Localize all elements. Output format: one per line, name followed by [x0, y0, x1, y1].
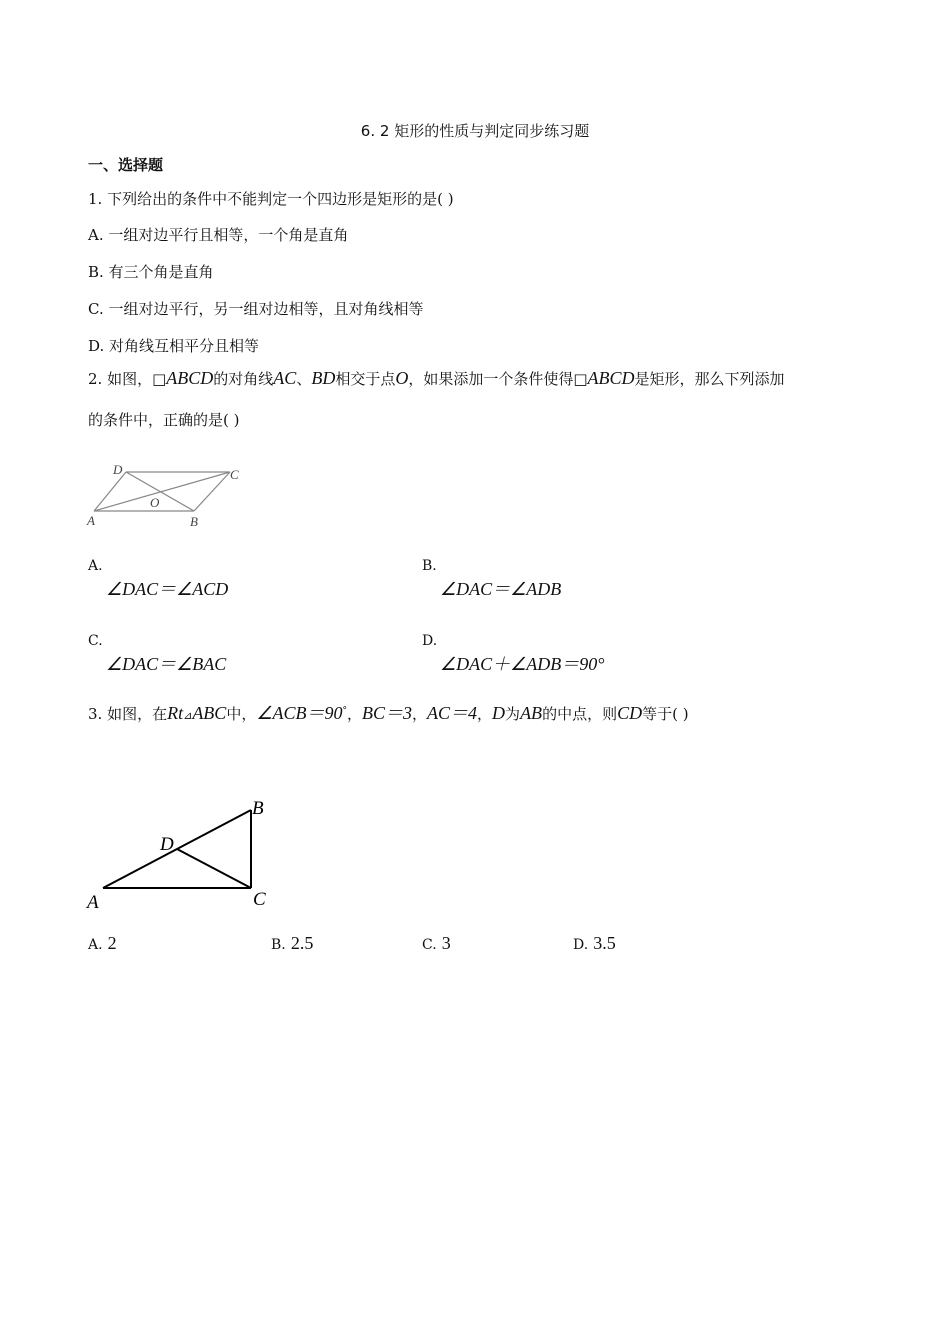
side-da: [94, 472, 126, 511]
q1-option-a: A. 一组对边平行且相等，一个角是直角: [88, 226, 349, 244]
triangle-symbol: ⊿: [183, 709, 193, 722]
q1-option-d: D. 对角线互相平分且相等: [88, 337, 260, 355]
q2-sep: 、: [296, 370, 312, 388]
option-value: 2.5: [290, 933, 314, 953]
q2-text-diag: 的对角线: [213, 370, 274, 388]
option-value: 3.5: [593, 933, 616, 953]
q2-option-c: [88, 630, 226, 676]
vertex-label-b: B: [190, 514, 198, 529]
q2-stem-line2: 的条件中，正确的是( ): [88, 411, 240, 429]
q3-option-c: [422, 933, 451, 954]
side-bc: [194, 472, 230, 511]
q3-prefix: 3. 如图，在: [88, 705, 168, 723]
segment-cd: [177, 849, 251, 888]
q3-wei: 为: [505, 705, 521, 723]
q1-option-b: B. 有三个角是直角: [88, 263, 214, 281]
q2-stem-line1: [88, 368, 785, 389]
q2-bd: BD: [311, 368, 336, 388]
option-label: C.: [88, 633, 103, 649]
q2-text-rect: 是矩形，那么下列添加: [634, 370, 785, 388]
option-label: A.: [88, 937, 103, 953]
q3-triangle-figure: [80, 790, 280, 920]
vertex-label-a: A: [87, 892, 99, 913]
q3-angle: ∠ACB＝90: [256, 703, 343, 723]
page-title: 6. 2 矩形的性质与判定同步练习题: [360, 122, 590, 140]
parallelogram-symbol: □: [152, 370, 167, 388]
q2-text-if: ，如果添加一个条件使得: [408, 370, 574, 388]
vertex-label-c: C: [230, 467, 239, 482]
vertex-label-a: A: [87, 513, 95, 528]
option-expr: ∠DAC＝∠BAC: [106, 654, 227, 674]
option-label: B.: [271, 937, 286, 953]
q3-bc: BC＝3: [361, 703, 412, 723]
option-label: D.: [573, 937, 589, 953]
center-label-o: O: [150, 495, 160, 510]
q2-o: O: [395, 368, 409, 388]
option-expr: ∠DAC＝∠ACD: [106, 579, 229, 599]
vertex-label-d: D: [113, 462, 123, 477]
q3-option-a: [88, 933, 117, 954]
option-value: 3: [441, 933, 451, 953]
option-label: D.: [422, 633, 438, 649]
q2-option-b: [422, 555, 561, 601]
q3-suffix: 等于( ): [642, 705, 689, 723]
option-expr: ∠DAC＝∠ADB: [440, 579, 562, 599]
q1-option-c: C. 一组对边平行，另一组对边相等，且对角线相等: [88, 300, 424, 318]
q2-abcd-2: ABCD: [587, 368, 635, 388]
section-heading: 一、选择题: [88, 156, 164, 174]
q3-ac: AC＝4: [427, 703, 478, 723]
q2-option-d: [422, 630, 604, 676]
degree-symbol: °: [342, 706, 347, 716]
q2-text-intersect: 相交于点: [335, 370, 396, 388]
comma: ，: [346, 705, 362, 723]
vertex-label-c: C: [253, 889, 266, 910]
q3-option-b: [271, 933, 313, 954]
diagonal-bd: [126, 472, 194, 511]
q3-d: D: [492, 703, 506, 723]
q3-option-d: [573, 933, 616, 954]
option-value: 2: [107, 933, 117, 953]
q2-ac: AC: [273, 368, 297, 388]
q3-stem: [88, 699, 689, 725]
vertex-label-b: B: [252, 798, 264, 819]
option-label: A.: [88, 558, 103, 574]
option-label: C.: [422, 937, 437, 953]
q3-zhong: 中，: [226, 705, 257, 723]
option-expr: ∠DAC＋∠ADB＝90°: [440, 654, 605, 674]
parallelogram-symbol-2: □: [573, 370, 588, 388]
diagonal-ac: [94, 472, 230, 511]
q3-abc: ABC: [192, 703, 227, 723]
point-label-d: D: [160, 834, 174, 855]
q3-ab: AB: [520, 703, 543, 723]
q2-parallelogram-figure: [84, 458, 254, 534]
q3-cd: CD: [617, 703, 643, 723]
option-label: B.: [422, 558, 437, 574]
q2-abcd: ABCD: [166, 368, 214, 388]
comma: ，: [412, 705, 428, 723]
q1-stem: 1. 下列给出的条件中不能判定一个四边形是矩形的是( ): [88, 190, 454, 208]
q3-rt: Rt: [167, 703, 184, 723]
q2-stem-start: 2. 如图，: [88, 370, 153, 388]
comma: ，: [477, 705, 493, 723]
q3-midpoint-text: 的中点，则: [542, 705, 618, 723]
q2-option-a: [88, 555, 228, 601]
